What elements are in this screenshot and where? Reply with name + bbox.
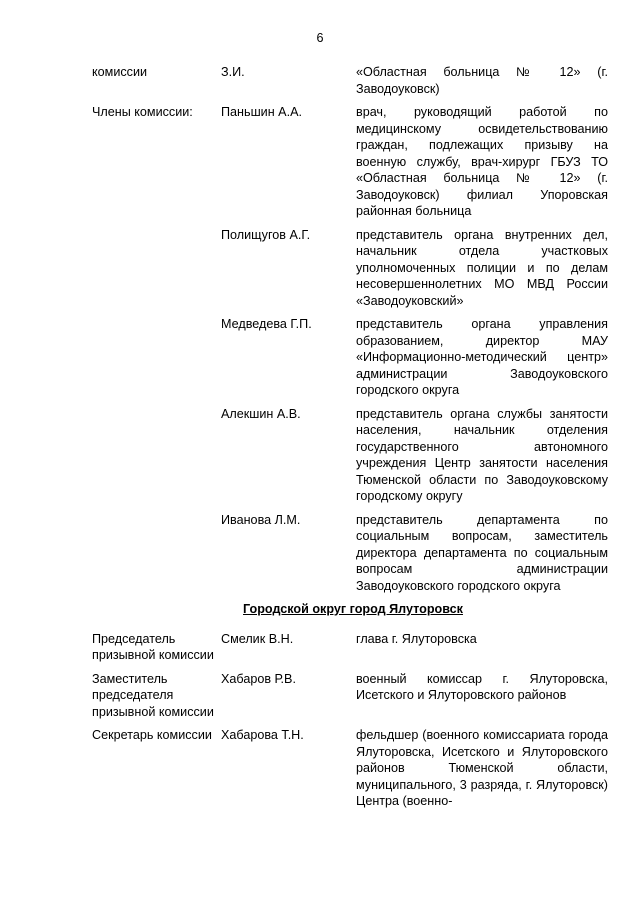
row-name: Алекшин А.В.	[221, 406, 301, 421]
table-row	[92, 631, 612, 664]
row-name: Смелик В.Н.	[221, 631, 294, 646]
row-role: Члены комиссии:	[92, 105, 193, 119]
row-role: Председатель призывной комиссии	[92, 631, 214, 662]
table-row	[92, 104, 612, 220]
row-name: З.И.	[221, 65, 245, 79]
table-row	[92, 64, 612, 97]
row-description: представитель департамента по социальным вопросам, заместитель директора департамента по социальным вопросам администрации Заводоуковского городского округа	[356, 512, 608, 593]
row-description: фельдшер (военного комиссариата города Ялуторовска, Исетского и Ялуторовского районов Тюменской области, муниципального, 3 разряда, г. Ялуторовск) Центра (военно-	[356, 728, 608, 808]
row-description: «Областная больница № 12» (г. Заводоуковск)	[356, 65, 608, 96]
row-description: военный комиссар г. Ялуторовска, Исетского и Ялуторовского районов	[356, 671, 608, 702]
table-row	[92, 316, 612, 399]
row-name: Иванова Л.М.	[221, 512, 301, 527]
row-name: Медведева Г.П.	[221, 317, 312, 331]
row-name: Хабаров Р.В.	[221, 671, 296, 686]
page-number: 6	[316, 31, 324, 45]
table-row	[92, 727, 612, 810]
row-description: врач, руководящий работой по медицинскому освидетельствованию граждан, подлежащих призыву на военную службу, врач-хирург ГБУЗ ТО «Областная больница № 12» (г. Заводоуковск) филиал Упоровская районная больница	[356, 105, 608, 218]
row-role: комиссии	[92, 65, 148, 79]
table-row	[92, 227, 612, 310]
table-row	[92, 671, 612, 721]
section-heading: Городской округ город Ялуторовск	[243, 602, 463, 616]
row-description: представитель органа службы занятости населения, начальник отделения государственного автономного учреждения Центр занятости населения Тюменской области по Заводоуковскому городскому округу	[356, 406, 608, 503]
row-description: представитель органа внутренних дел, начальник отдела участковых уполномоченных полиции и по делам несовершеннолетних МО МВД России «Заводоуковский»	[356, 227, 608, 308]
row-description: представитель органа управления образованием, директор МАУ «Информационно-методический центр» администрации Заводоуковского городского округа	[356, 317, 608, 397]
row-name: Хабарова Т.Н.	[221, 728, 304, 742]
table-row	[92, 512, 612, 595]
commission-list	[92, 64, 612, 810]
row-role: Заместитель председателя призывной комиссии	[92, 671, 214, 719]
table-row	[92, 406, 612, 505]
row-description: глава г. Ялуторовска	[356, 631, 477, 646]
row-name: Паньшин А.А.	[221, 105, 302, 119]
row-name: Полищугов А.Г.	[221, 227, 311, 242]
row-role: Секретарь комиссии	[92, 728, 212, 742]
